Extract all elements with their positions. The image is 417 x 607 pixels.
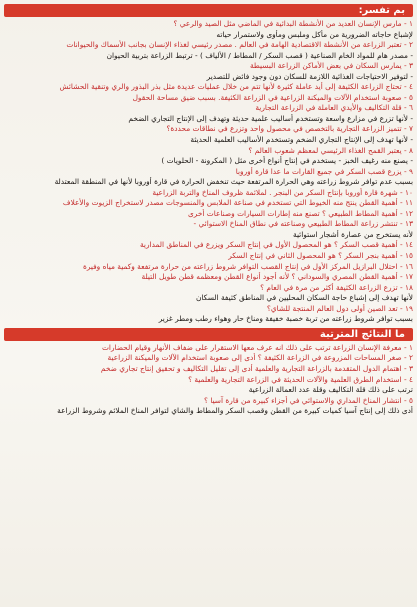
section-header-consequences: ما النتائج المترتبة <box>4 328 413 341</box>
question-line: ٨ - يعتبر القمح الغذاء الرئيسي لمعظم شعوب العالم ؟ <box>248 145 413 155</box>
question-line: ٧ - تتميز الزراعة التجارية بالتخصص في محصول واحد وتزرع في نطاقات محددة؟ <box>166 124 413 134</box>
answer-line: بسبب توافر شروط زراعته من تربة خصبة خفيفة ومناخ حار وهواء رطب ومطر غزير <box>158 314 413 324</box>
answer-line: - لتوفير الاحتياجات الغذائية اللازمة للسكان دون وجود فائض للتصدير <box>206 71 413 81</box>
answer-line: ترتب على ذلك قلة التكاليف وقلة عدد العمالة الزراعية <box>248 385 413 395</box>
question-line: ١٠ - شهرة قارة أوروبا بإنتاج السكر من البنجر . لملائمة ظروف المناخ والتربة الزراعية <box>152 187 413 197</box>
question-line: ١٢ - أهمية المطاط الطبيعي ؟ تصنع منه إطارات السيارات وصناعات أخرى <box>187 208 413 218</box>
question-line: ١٤ - أهمية قصب السكر ؟ هو المحصول الأول في إنتاج السكر ويزرع في المناطق المدارية <box>139 240 413 250</box>
question-line: ١٦ - احتلال البرازيل المركز الأول في إنتاج القصب التوافر شروط زراعته من حرارة مرتفعة وكمية مياه وفيرة <box>82 261 413 271</box>
question-line: ١ - مارس الإنسان العديد من الأنشطة البدائية في الماضي مثل الصيد والرعي ؟ <box>173 19 413 28</box>
answer-line: - مصدر هام للمواد الخام الصناعية ( قصب السكر / المطاط / الألياف ) - ترتبط الزراعة بتربية الحيوان <box>106 50 413 60</box>
answer-line: بسبب عدم توافر شروط زراعته وهي الحرارة المرتفعة حيث تنخفض الحرارة في قارة أوروبا لأنها في المنطقة المعتدلة <box>54 177 413 187</box>
question-line: ١٧ - أهمية القطن المصري والسوداني ؟ لأنه أجود أنواع القطن ومعظمه قطن طويل التيلة <box>141 272 413 282</box>
question-line: ٦ - قلة التكاليف والأيدي العاملة في الزراعة التجارية <box>255 103 413 113</box>
question-line: ٥ - انتشار المناخ المداري والاستوائي في أجزاء كبيرة من قارة آسيا ؟ <box>204 395 413 405</box>
question-line: ٤ - استخدام الطرق العلمية والآلات الحديثة في الزراعة التجارية والعلمية ؟ <box>188 374 413 384</box>
question-line: ٢ - تعتبر الزراعة من الأنشطة الاقتصادية الهامة في العالم . مصدر رئيسي لغذاء الإنسان بجانب الأسماك والحيوانات <box>66 40 413 50</box>
question-line: ١٨ - تزرع الزراعة الكثيفة أكثر من مرة في العام ؟ <box>260 282 413 292</box>
answer-line: لإشباع حاجاته الضرورية من مأكل وملبس ومأوى ولاستمرار حياته <box>216 29 413 39</box>
section-header-explain: بم تفسر: <box>4 4 413 17</box>
question-line: ١٩ - تعد الصين أولى دول العالم المنتجة للشاي؟ <box>266 303 413 313</box>
question-line: ٢ - صغر المساحات المزروعة في الزراعة الكثيفة ؟ أدى إلى صعوبة استخدام الآلات والميكنة الزراعية <box>107 353 413 363</box>
consequences-list <box>4 343 413 417</box>
explain-questions-list <box>4 19 413 325</box>
section-gap <box>4 325 413 327</box>
question-line: ١ - معرفة الإنسان الزراعة ترتب على ذلك انه عرف معها الاستقرار على ضفاف الأنهار وقيام الحضارات <box>101 342 413 352</box>
question-line: ٤ - تحتاج الزراعة الكثيفة إلى أيد عاملة كثيرة لأنها تتم من خلال عمليات عديدة مثل بذر البذور والري وتنقية الحشائش <box>59 82 413 92</box>
question-line: ١٥ - أهمية بنجر السكر ؟ هو المحصول الثاني في إنتاج السكر <box>228 251 413 261</box>
answer-line: - يصنع منه رغيف الخبز - يستخدم في إنتاج أنواع أخرى مثل ( المكرونة - الحلويات ) <box>161 156 413 166</box>
answer-line: أدى ذلك إلى إنتاج آسيا كميات كبيرة من القطن وقصب السكر والمطاط والشاي لتوافر المناخ الملائم وشروط الزراعة <box>57 406 413 416</box>
question-line: ١١ - أهمية القطن ينتج منه الخيوط التي تستخدم في صناعة الملابس والمنسوجات مصدر لاستخراج الزيوت والأعلاف <box>62 198 413 208</box>
question-line: ٩ - يزرع قصب السكر في جميع القارات ما عدا قارة أوروبا <box>235 166 413 176</box>
question-line: ٥ - صعوبة استخدام الآلات والميكنة الزراعية في الزراعة الكثيفة. بسبب ضيق مساحة الحقول <box>132 92 413 102</box>
answer-line: - لأنها تهدف إلى الإنتاج التجاري الضخم وتستخدم الأساليب العلمية الحديثة <box>190 135 413 145</box>
answer-line: لأنه يستخرج من عصارة أشجار استوائية <box>292 229 413 239</box>
question-line: ٣ - يمارس السكان في بعض الأماكن الزراعة البسيطة <box>249 61 413 71</box>
answer-line: لأنها تهدف إلى إشباع حاجة السكان المحليين في المناطق كثيفة السكان <box>195 293 413 303</box>
question-line: ١٣ - تنتشر زراعة المطاط الطبيعي وصناعته في نطاق المناخ الاستوائي - <box>193 219 413 229</box>
question-line: ٣ - اهتمام الدول المتقدمة بالزراعة التجارية والعلمية أدى إلى تقليل التكاليف و تحقيق إنتاج تجاري ضخم <box>100 363 413 373</box>
answer-line: - لأنها تزرع في مزارع واسعة وتستخدم أساليب علمية حديثة وتهدف إلى الإنتاج التجاري الضخم <box>128 113 413 123</box>
